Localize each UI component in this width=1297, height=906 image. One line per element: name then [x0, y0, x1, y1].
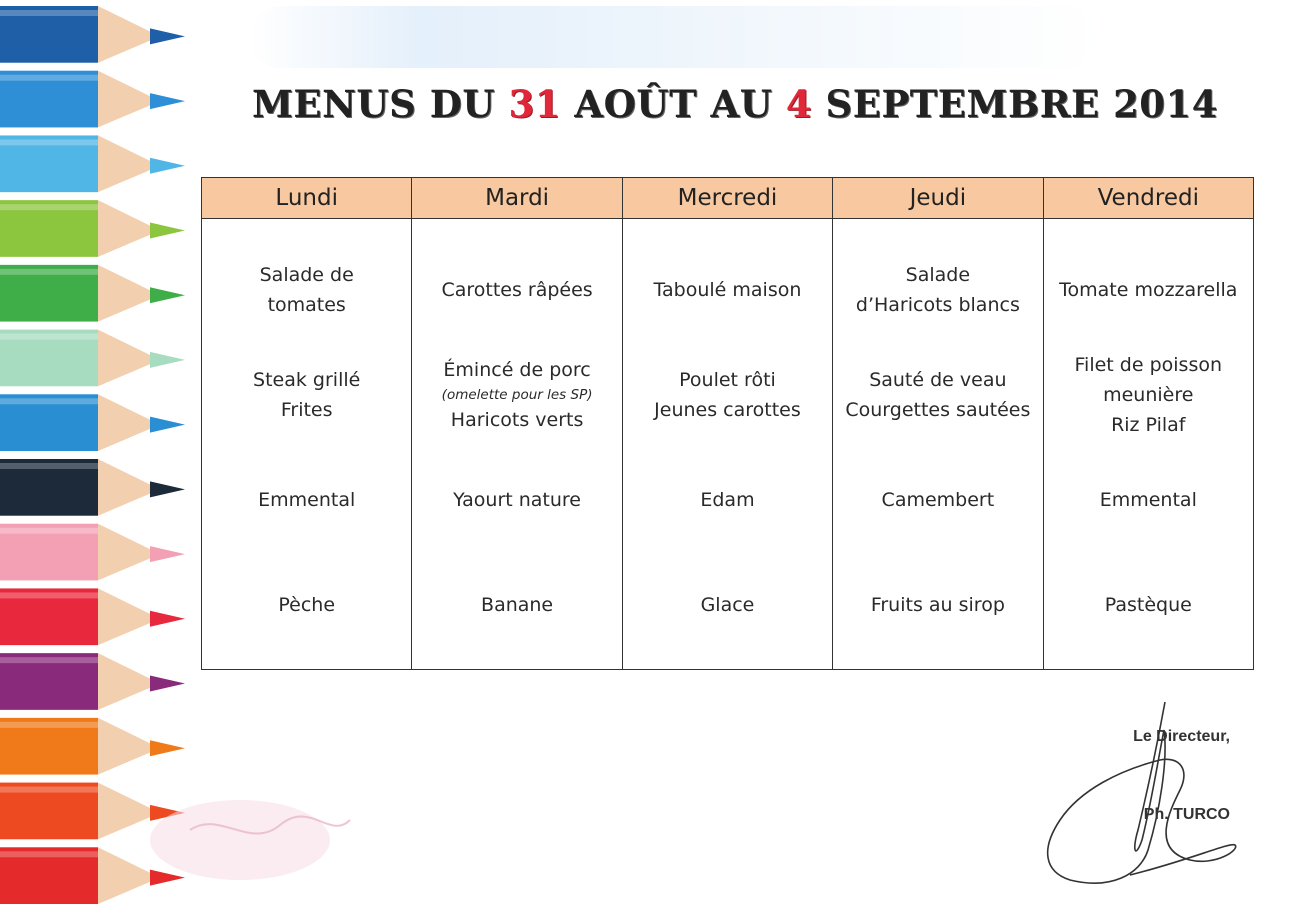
course-line: d’Haricots blancs: [855, 293, 1020, 316]
menu-course: [833, 237, 1042, 342]
menu-course: [412, 447, 621, 552]
course-line: Riz Pilaf: [1111, 413, 1186, 436]
course-line: Edam: [700, 488, 755, 511]
pencil-shape: [0, 718, 185, 775]
course-line: Courgettes sautées: [845, 398, 1031, 421]
course-line: Sauté de veau: [869, 368, 1007, 391]
pencil-shape: [0, 6, 185, 63]
menu-course: [1044, 237, 1253, 342]
course-line: Emmental: [1099, 488, 1197, 511]
menu-course: [412, 237, 621, 342]
menu-cell-monday: [202, 219, 412, 670]
course-line: Jeunes carottes: [654, 398, 801, 421]
day-header-friday: Vendredi: [1043, 178, 1253, 219]
top-watercolor-wash: [250, 6, 1100, 68]
course-line: Pèche: [278, 593, 336, 616]
day-header-tuesday: Mardi: [412, 178, 622, 219]
pencil-shape: [0, 459, 185, 516]
course-line: Camembert: [881, 488, 995, 511]
course-line: Haricots verts: [450, 408, 584, 431]
menu-course: [1044, 342, 1253, 447]
pencil-shape: [0, 200, 185, 257]
pencil-shape: [0, 71, 185, 128]
course-line: Émincé de porc: [443, 358, 591, 381]
pencil-shape: [0, 135, 185, 192]
pencil-shape: [0, 330, 185, 387]
title-part-2: AOÛT AU: [561, 82, 786, 126]
signature-name: Ph. TURCO: [1143, 806, 1230, 823]
menu-course: [623, 342, 832, 447]
course-line: Emmental: [258, 488, 356, 511]
title-day-start: 31: [508, 82, 562, 126]
menu-course: [1044, 447, 1253, 552]
title-day-end: 4: [785, 82, 813, 126]
course-line: Frites: [280, 398, 333, 421]
menu-course: [202, 552, 411, 657]
course-line: meunière: [1103, 383, 1194, 406]
course-line: Salade: [905, 263, 971, 286]
menu-course: [623, 237, 832, 342]
course-line: Carottes râpées: [441, 278, 593, 301]
course-line: Yaourt nature: [453, 488, 582, 511]
signature-title: Le Directeur,: [1133, 728, 1230, 745]
course-line: Filet de poisson: [1074, 353, 1223, 376]
menu-table: [201, 177, 1254, 670]
course-note: (omelette pour les SP): [441, 386, 593, 403]
course-line: Poulet rôti: [679, 368, 776, 391]
course-line: Salade de: [259, 263, 354, 286]
menu-course: [202, 237, 411, 342]
course-line: Steak grillé: [253, 368, 361, 391]
menu-cell-tuesday: [412, 219, 622, 670]
day-header-thursday: Jeudi: [833, 178, 1043, 219]
course-line: Banane: [481, 593, 554, 616]
menu-course: [833, 342, 1042, 447]
watercolor-smudge: [150, 780, 370, 890]
course-line: Fruits au sirop: [870, 593, 1005, 616]
pencil-shape: [0, 588, 185, 645]
colored-pencils-decoration: [0, 0, 200, 906]
title-part-3: SEPTEMBRE 2014: [812, 82, 1219, 126]
course-line: Taboulé maison: [653, 278, 802, 301]
day-header-monday: Lundi: [202, 178, 412, 219]
menu-course: [833, 552, 1042, 657]
menu-course: [833, 447, 1042, 552]
menu-course: [412, 342, 621, 447]
course-line: Glace: [700, 593, 755, 616]
menu-course: [202, 447, 411, 552]
course-line: Tomate mozzarella: [1059, 278, 1238, 301]
pencil-shape: [0, 394, 185, 451]
menu-row: [202, 219, 1254, 670]
menu-cell-friday: [1043, 219, 1253, 670]
pencil-shape: [0, 524, 185, 581]
pencil-shape: [0, 265, 185, 322]
menu-course: [623, 447, 832, 552]
menu-course: [623, 552, 832, 657]
menu-course: [412, 552, 621, 657]
pencil-shape: [0, 653, 185, 710]
signature-block: [1040, 700, 1260, 890]
day-header-row: [202, 178, 1254, 219]
title-part-1: MENUS DU: [251, 82, 509, 126]
page-title: [200, 82, 1270, 126]
day-header-wednesday: Mercredi: [622, 178, 832, 219]
course-line: Pastèque: [1104, 593, 1192, 616]
menu-course: [1044, 552, 1253, 657]
menu-course: [202, 342, 411, 447]
menu-cell-thursday: [833, 219, 1043, 670]
course-line: tomates: [267, 293, 346, 316]
menu-cell-wednesday: [622, 219, 832, 670]
